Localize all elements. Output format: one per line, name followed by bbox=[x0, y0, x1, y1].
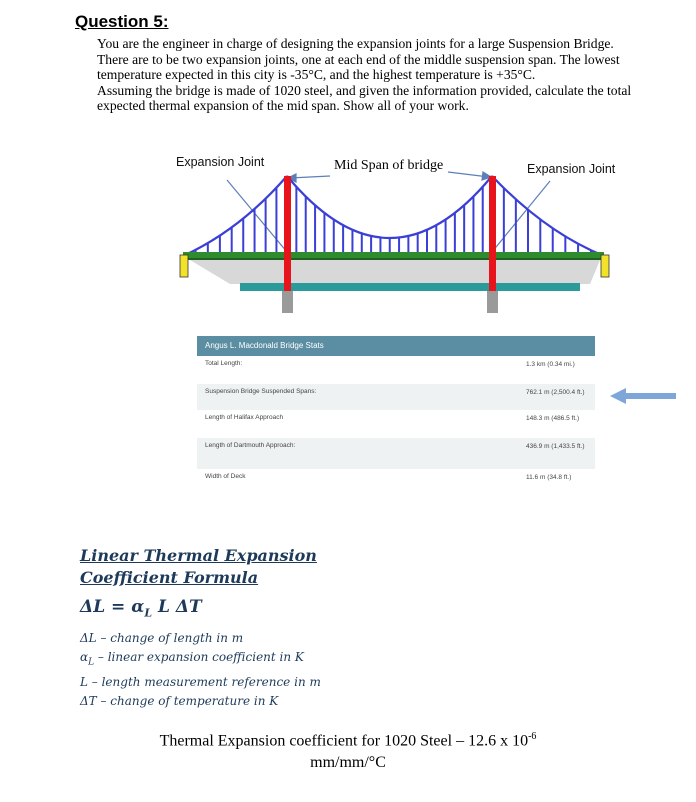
ground-slope bbox=[190, 260, 600, 284]
highlight-arrow-icon bbox=[610, 388, 680, 404]
formula-equation bbox=[80, 595, 321, 625]
stats-value: 148.3 m (486.5 ft.) bbox=[526, 415, 580, 422]
stats-header: Angus L. Macdonald Bridge Stats bbox=[197, 336, 595, 356]
stats-value: 11.6 m (34.8 ft.) bbox=[526, 474, 572, 481]
stats-row bbox=[197, 469, 595, 499]
right-abutment bbox=[601, 255, 609, 277]
bridge-diagram bbox=[0, 0, 696, 330]
formula-definition: ΔT – change of temperature in K bbox=[80, 693, 279, 708]
definition-alpha: α bbox=[80, 650, 89, 665]
right-joint-pointer bbox=[492, 181, 550, 252]
formula-block bbox=[80, 545, 321, 711]
equation-left: ΔL = α bbox=[80, 597, 145, 617]
left-pier bbox=[282, 291, 293, 313]
stats-key: Suspension Bridge Suspended Spans: bbox=[205, 388, 317, 395]
definition-text: – linear expansion coefficient in K bbox=[94, 650, 304, 665]
stats-value: 1.3 km (0.34 mi.) bbox=[526, 361, 575, 368]
left-expansion-joint-label: Expansion Joint bbox=[176, 155, 265, 169]
question-paragraph-1: You are the engineer in charge of designing the expansion joints for a large Suspension Bridge. There are to be two expansion joints, one at each end of the middle suspension span. The lowest temperature expected in this city is -35°C, and the highest temperature is +35°C. bbox=[97, 36, 620, 83]
equation-right: L ΔT bbox=[152, 597, 202, 617]
stats-key: Length of Dartmouth Approach: bbox=[205, 442, 296, 449]
left-joint-pointer bbox=[227, 180, 287, 252]
stats-row bbox=[197, 410, 595, 438]
right-expansion-joint-label: Expansion Joint bbox=[527, 162, 616, 176]
stats-key: Total Length: bbox=[205, 360, 243, 367]
formula-title-line-1: Linear Thermal Expansion bbox=[80, 546, 317, 565]
formula-definition: L – length measurement reference in m bbox=[80, 674, 321, 689]
formula-definition bbox=[80, 648, 321, 672]
coefficient-exponent: -6 bbox=[528, 731, 537, 742]
mid-span-label: Mid Span of bridge bbox=[334, 158, 444, 173]
left-side-cable bbox=[183, 176, 287, 256]
stats-key: Length of Halifax Approach bbox=[205, 414, 284, 421]
stats-row bbox=[197, 438, 595, 469]
question-title: Question 5: bbox=[75, 12, 169, 31]
bridge-deck-edge bbox=[183, 258, 604, 260]
bridge-stats-table bbox=[197, 336, 595, 503]
definition-subscript: L bbox=[88, 657, 95, 668]
steel-coefficient-note bbox=[0, 726, 696, 774]
stats-value: 762.1 m (2,500.4 ft.) bbox=[526, 389, 585, 396]
stats-value: 436.9 m (1,433.5 ft.) bbox=[526, 443, 585, 450]
stats-row bbox=[197, 356, 595, 384]
right-side-cable bbox=[492, 176, 604, 256]
stats-key: Width of Deck bbox=[205, 473, 246, 480]
question-paragraph-2: Assuming the bridge is made of 1020 steel, and given the information provided, calculate the total expected thermal expansion of the mid span. Show all of your work. bbox=[97, 82, 632, 114]
main-cable bbox=[287, 176, 492, 238]
coefficient-units: mm/mm/°C bbox=[310, 754, 386, 772]
right-pier bbox=[487, 291, 498, 313]
formula-definition: ΔL – change of length in m bbox=[80, 631, 244, 646]
stats-row bbox=[197, 384, 595, 410]
formula-title-line-2: Coefficient Formula bbox=[80, 568, 259, 587]
equation-subscript: L bbox=[144, 606, 153, 620]
left-abutment bbox=[180, 255, 188, 277]
coefficient-text: Thermal Expansion coefficient for 1020 Steel – 12.6 x 10 bbox=[159, 732, 529, 750]
bridge-deck bbox=[183, 252, 604, 258]
